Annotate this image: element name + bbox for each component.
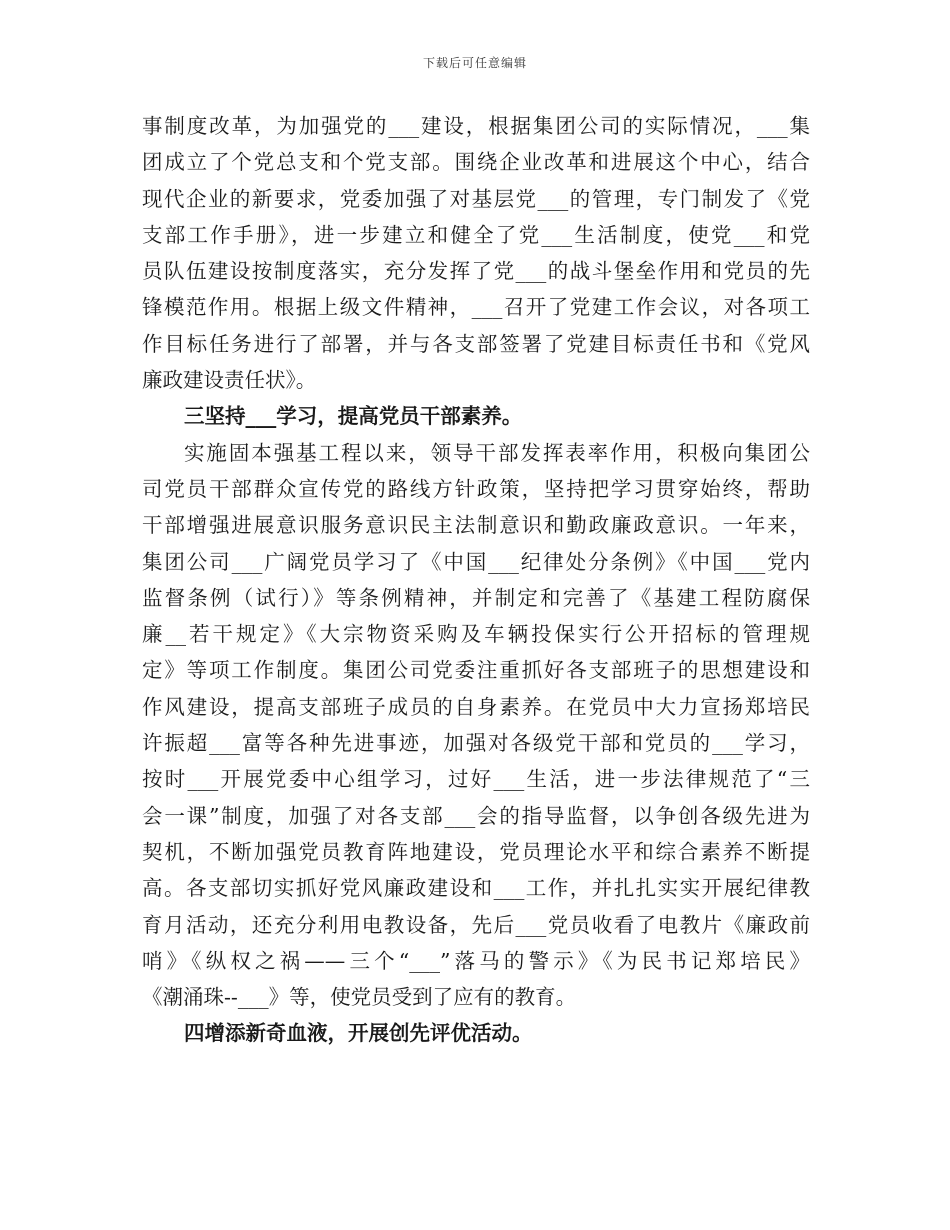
text-line: 锋模范作用。根据上级文件精神，___召开了党建工作会议，对各项工	[142, 295, 810, 320]
paragraph-study	[142, 435, 810, 1016]
document-body	[142, 108, 810, 1052]
paragraph-party-building	[142, 108, 810, 398]
text-line: 契机，不断加强党员教育阵地建设，党员理论水平和综合素养不断提	[142, 839, 810, 864]
text-line: 支部工作手册》，进一步建立和健全了党___生活制度，使党___和党	[142, 222, 810, 247]
text-line: 哨》《纵权之祸——三个“___”落马的警示》《为民书记郑培民》	[142, 948, 810, 973]
text-line: 事制度改革，为加强党的___建设，根据集团公司的实际情况，___集	[142, 114, 810, 138]
text-line: 监督条例（试行）》等条例精神，并制定和完善了《基建工程防腐保	[142, 585, 810, 610]
text-line: 作目标任务进行了部署，并与各支部签署了党建目标责任书和《党风	[142, 331, 810, 356]
text-line: 廉__若干规定》《大宗物资采购及车辆投保实行公开招标的管理规	[142, 622, 810, 647]
text-line: 《潮涌珠--___》等，使党员受到了应有的教育。	[142, 985, 577, 1010]
text-line: 团成立了个党总支和个党支部。围绕企业改革和进展这个中心，结合	[142, 150, 810, 175]
text-line: 作风建设，提高支部班子成员的自身素养。在党员中大力宣扬郑培民	[142, 694, 810, 719]
text-line: 会一课”制度，加强了对各支部___会的指导监督，以争创各级先进为	[142, 803, 810, 828]
text-line: 司党员干部群众宣传党的路线方针政策，坚持把学习贯穿始终，帮助	[142, 476, 810, 501]
text-line: 集团公司___广阔党员学习了《中国___纪律处分条例》《中国___党内	[142, 549, 810, 574]
text-line: 实施固本强基工程以来，领导干部发挥表率作用，积极向集团公	[184, 440, 810, 465]
text-line: 干部增强进展意识服务意识民主法制意识和勤政廉政意识。一年来，	[142, 513, 810, 538]
text-line: 现代企业的新要求，党委加强了对基层党___的管理，专门制发了《党	[142, 186, 810, 211]
text-line: 许振超___富等各种先进事迹，加强对各级党干部和党员的___学习，	[142, 731, 810, 756]
text-line: 高。各支部切实抓好党风廉政建设和___工作，并扎扎实实开展纪律教	[142, 876, 810, 901]
text-line: 廉政建设责任状》。	[142, 368, 317, 393]
section-heading-3: 三坚持___学习，提高党员干部素养。	[184, 404, 523, 429]
section-heading-4: 四增添新奇血液，开展创先评优活动。	[184, 1021, 533, 1046]
text-line: 定》等项工作制度。集团公司党委注重抓好各支部班子的思想建设和	[142, 658, 810, 683]
text-line: 育月活动，还充分利用电教设备，先后___党员收看了电教片《廉政前	[142, 912, 810, 937]
text-line: 按时___开展党委中心组学习，过好___生活，进一步法律规范了“三	[142, 767, 810, 792]
page-header: 下载后可任意编辑	[422, 56, 527, 70]
text-line: 员队伍建设按制度落实，充分发挥了党___的战斗堡垒作用和党员的先	[142, 259, 810, 284]
